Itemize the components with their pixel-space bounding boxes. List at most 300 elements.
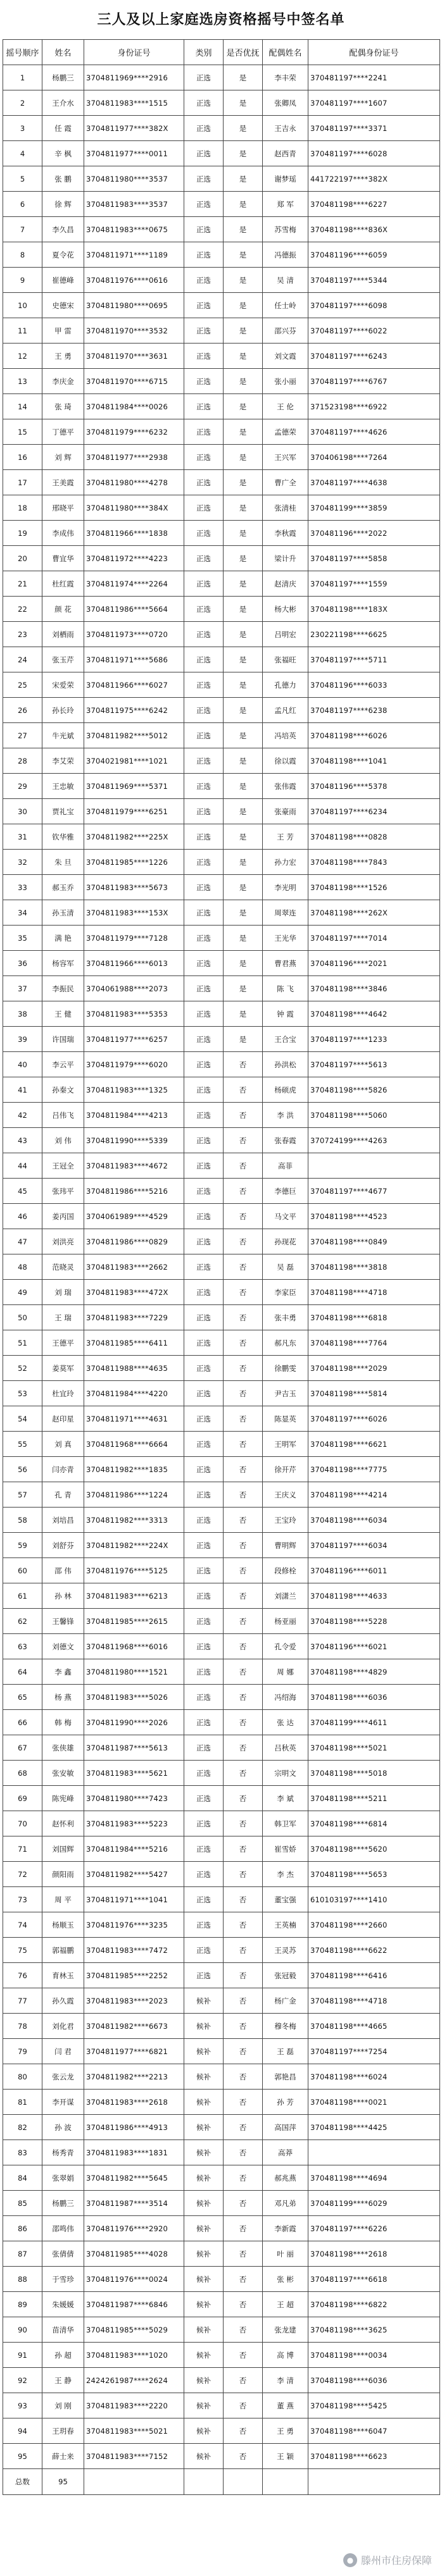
draw-order-cell: 47 — [3, 1229, 42, 1254]
spouse-name-cell: 王英楠 — [263, 1912, 308, 1938]
id-number-cell: 3704811976****3235 — [84, 1912, 184, 1938]
table-row — [3, 268, 440, 293]
draw-order-cell: 85 — [3, 2191, 42, 2216]
name-cell: 赵怀利 — [42, 1811, 84, 1836]
draw-order-cell: 2 — [3, 90, 42, 116]
preferential-cell: 否 — [224, 1761, 263, 1786]
draw-order-cell: 19 — [3, 521, 42, 546]
table-row — [3, 723, 440, 748]
spouse-id-cell: 370481198****6034 — [308, 1508, 440, 1533]
spouse-id-cell: 370481198****5211 — [308, 1786, 440, 1811]
draw-order-cell: 89 — [3, 2292, 42, 2317]
category-cell: 正选 — [184, 419, 224, 445]
id-number-cell: 3704811983****3537 — [84, 192, 184, 217]
spouse-id-cell: 370481198****5228 — [308, 1609, 440, 1634]
table-row — [3, 65, 440, 90]
spouse-name-cell: 郭艳昌 — [263, 2064, 308, 2090]
preferential-cell: 是 — [224, 698, 263, 723]
preferential-cell: 否 — [224, 1786, 263, 1811]
table-row — [3, 1179, 440, 1204]
spouse-name-cell: 杨大彬 — [263, 597, 308, 622]
preferential-cell: 否 — [224, 2292, 263, 2317]
category-cell: 正选 — [184, 1153, 224, 1179]
name-cell: 张安敏 — [42, 1761, 84, 1786]
draw-order-cell: 25 — [3, 672, 42, 698]
spouse-id-cell: 370481198****4718 — [308, 1988, 440, 2014]
table-row — [3, 1381, 440, 1406]
category-cell: 正选 — [184, 1963, 224, 1988]
spouse-name-cell: 曹明辉 — [263, 1533, 308, 1558]
table-row — [3, 824, 440, 850]
table-row — [3, 1963, 440, 1988]
preferential-cell: 是 — [224, 318, 263, 344]
draw-order-cell: 3 — [3, 116, 42, 141]
spouse-name-cell: 王 磊 — [263, 2039, 308, 2064]
name-cell: 杜宜玲 — [42, 1381, 84, 1406]
spouse-id-cell: 370481198****4523 — [308, 1204, 440, 1229]
category-cell: 正选 — [184, 597, 224, 622]
spouse-id-cell: 370481198****6822 — [308, 2292, 440, 2317]
spouse-id-cell: 370481198****4633 — [308, 1583, 440, 1609]
draw-order-cell: 86 — [3, 2216, 42, 2241]
id-number-cell: 3704811979****7128 — [84, 926, 184, 951]
spouse-id-cell: 370481198****0034 — [308, 2343, 440, 2368]
total-row — [3, 2469, 440, 2495]
name-cell: 丁德平 — [42, 419, 84, 445]
name-cell: 王美霞 — [42, 470, 84, 495]
spouse-name-cell: 孙力宏 — [263, 850, 308, 875]
id-number-cell: 3704811980****4278 — [84, 470, 184, 495]
name-cell: 李庆金 — [42, 369, 84, 394]
table-row — [3, 116, 440, 141]
spouse-name-cell: 邓凡弟 — [263, 2191, 308, 2216]
table-row — [3, 2444, 440, 2469]
preferential-cell: 否 — [224, 1912, 263, 1938]
category-cell: 正选 — [184, 1432, 224, 1457]
table-row — [3, 1204, 440, 1229]
spouse-name-cell: 李 清 — [263, 2368, 308, 2393]
spouse-id-cell: 370481198****5425 — [308, 2393, 440, 2418]
draw-order-cell: 40 — [3, 1052, 42, 1077]
spouse-id-cell: 370481198****2660 — [308, 1912, 440, 1938]
name-cell: 刘 刚 — [42, 2393, 84, 2418]
name-cell: 刘栖雨 — [42, 622, 84, 647]
table-row — [3, 2393, 440, 2418]
table-row — [3, 2140, 440, 2165]
draw-order-cell: 90 — [3, 2317, 42, 2343]
table-row — [3, 2090, 440, 2115]
spouse-name-cell: 王 颖 — [263, 2444, 308, 2469]
preferential-cell: 是 — [224, 723, 263, 748]
preferential-cell: 是 — [224, 976, 263, 1001]
table-row — [3, 1685, 440, 1710]
name-cell: 李久昌 — [42, 217, 84, 242]
name-cell: 刘 瑞 — [42, 1280, 84, 1305]
preferential-cell: 否 — [224, 2267, 263, 2292]
table-row — [3, 748, 440, 774]
spouse-id-cell: 370481198****5620 — [308, 1836, 440, 1862]
spouse-name-cell: 张春霞 — [263, 1128, 308, 1153]
spouse-id-cell: 370481196****6059 — [308, 242, 440, 268]
spouse-id-cell: 370481198****6227 — [308, 192, 440, 217]
preferential-cell: 否 — [224, 1482, 263, 1508]
spouse-name-cell: 王明军 — [263, 1432, 308, 1457]
name-cell: 王 健 — [42, 1001, 84, 1027]
table-row — [3, 1001, 440, 1027]
spouse-id-cell: 370481197****1607 — [308, 90, 440, 116]
preferential-cell: 是 — [224, 242, 263, 268]
category-cell: 正选 — [184, 1583, 224, 1609]
category-cell: 正选 — [184, 521, 224, 546]
table-row — [3, 2343, 440, 2368]
spouse-id-cell: 370481197****6238 — [308, 698, 440, 723]
id-number-cell: 3704811986****5216 — [84, 1179, 184, 1204]
draw-order-cell: 92 — [3, 2368, 42, 2393]
draw-order-cell: 49 — [3, 1280, 42, 1305]
name-cell: 王德平 — [42, 1330, 84, 1356]
name-cell: 史德宋 — [42, 293, 84, 318]
draw-order-cell: 5 — [3, 166, 42, 192]
id-number-cell: 3704811970****6715 — [84, 369, 184, 394]
table-row — [3, 926, 440, 951]
table-row — [3, 1077, 440, 1103]
draw-order-cell: 50 — [3, 1305, 42, 1330]
category-cell: 候补 — [184, 2064, 224, 2090]
draw-order-cell: 41 — [3, 1077, 42, 1103]
id-number-cell: 3704811971****4631 — [84, 1406, 184, 1432]
spouse-name-cell: 王兴军 — [263, 445, 308, 470]
id-number-cell: 3704811976****5125 — [84, 1558, 184, 1583]
table-body — [3, 65, 440, 2469]
spouse-id-cell: 370481197****6026 — [308, 1406, 440, 1432]
table-row — [3, 1153, 440, 1179]
name-cell: 钦华雅 — [42, 824, 84, 850]
name-cell: 曹宜华 — [42, 546, 84, 571]
spouse-id-cell: 370481198****7764 — [308, 1330, 440, 1356]
spouse-name-cell: 王吉永 — [263, 116, 308, 141]
id-number-cell: 3704811980****0695 — [84, 293, 184, 318]
table-row — [3, 1761, 440, 1786]
table-row — [3, 1912, 440, 1938]
spouse-name-cell: 张 彬 — [263, 2267, 308, 2292]
spouse-name-cell: 高菲 — [263, 1153, 308, 1179]
category-cell: 候补 — [184, 2418, 224, 2444]
preferential-cell: 是 — [224, 951, 263, 976]
id-number-cell: 3704811987****5613 — [84, 1735, 184, 1761]
category-cell: 正选 — [184, 774, 224, 799]
category-cell: 候补 — [184, 2241, 224, 2267]
name-cell: 王 静 — [42, 2368, 84, 2393]
preferential-cell: 否 — [224, 2014, 263, 2039]
preferential-cell: 否 — [224, 1077, 263, 1103]
name-cell: 张玉芹 — [42, 647, 84, 672]
category-cell: 正选 — [184, 672, 224, 698]
id-number-cell: 3704811977****382X — [84, 116, 184, 141]
spouse-name-cell: 李 斌 — [263, 1786, 308, 1811]
table-row — [3, 1406, 440, 1432]
preferential-cell: 否 — [224, 1330, 263, 1356]
id-number-cell: 3704811987****3514 — [84, 2191, 184, 2216]
id-number-cell: 3704811982****2213 — [84, 2064, 184, 2090]
spouse-name-cell: 孟凡红 — [263, 698, 308, 723]
draw-order-cell: 60 — [3, 1558, 42, 1583]
table-row — [3, 622, 440, 647]
name-cell: 李 鑫 — [42, 1659, 84, 1685]
spouse-name-cell: 郑 军 — [263, 192, 308, 217]
category-cell: 正选 — [184, 1103, 224, 1128]
name-cell: 孙玉清 — [42, 900, 84, 926]
spouse-name-cell: 宗明文 — [263, 1761, 308, 1786]
id-number-cell: 3704811985****5029 — [84, 2317, 184, 2343]
id-number-cell: 3704811983****2662 — [84, 1254, 184, 1280]
name-cell: 闫亦青 — [42, 1457, 84, 1482]
spouse-id-cell: 370481196****2022 — [308, 521, 440, 546]
category-cell: 正选 — [184, 1482, 224, 1508]
preferential-cell: 是 — [224, 597, 263, 622]
id-number-cell: 3704811985****4028 — [84, 2241, 184, 2267]
spouse-name-cell: 冯绍海 — [263, 1685, 308, 1710]
name-cell: 张云龙 — [42, 2064, 84, 2090]
spouse-name-cell: 陈 飞 — [263, 976, 308, 1001]
draw-order-cell: 48 — [3, 1254, 42, 1280]
spouse-name-cell: 叶 丽 — [263, 2241, 308, 2267]
preferential-cell: 是 — [224, 495, 263, 521]
name-cell: 王忠敏 — [42, 774, 84, 799]
category-cell: 正选 — [184, 900, 224, 926]
name-cell: 夏令花 — [42, 242, 84, 268]
draw-order-cell: 16 — [3, 445, 42, 470]
table-row — [3, 1558, 440, 1583]
table-row — [3, 470, 440, 495]
name-cell: 崔德峰 — [42, 268, 84, 293]
spouse-id-cell: 370481198****4665 — [308, 2014, 440, 2039]
spouse-name-cell: 孙洪松 — [263, 1052, 308, 1077]
draw-order-cell: 91 — [3, 2343, 42, 2368]
preferential-cell: 是 — [224, 470, 263, 495]
spouse-name-cell: 王 芳 — [263, 824, 308, 850]
name-cell: 刘培昌 — [42, 1508, 84, 1533]
category-cell: 正选 — [184, 1558, 224, 1583]
preferential-cell: 是 — [224, 90, 263, 116]
id-number-cell: 3704811986****1224 — [84, 1482, 184, 1508]
id-number-cell: 3704811983****153X — [84, 900, 184, 926]
category-cell: 候补 — [184, 2090, 224, 2115]
spouse-id-cell: 370481197****4626 — [308, 419, 440, 445]
spouse-name-cell: 孙现花 — [263, 1229, 308, 1254]
spouse-name-cell: 赵西青 — [263, 141, 308, 166]
preferential-cell: 否 — [224, 2368, 263, 2393]
draw-order-cell: 82 — [3, 2115, 42, 2140]
header-id-number: 身份证号 — [84, 40, 184, 65]
name-cell: 杨秀青 — [42, 2140, 84, 2165]
preferential-cell: 是 — [224, 672, 263, 698]
preferential-cell: 否 — [224, 2393, 263, 2418]
draw-order-cell: 57 — [3, 1482, 42, 1508]
draw-order-cell: 6 — [3, 192, 42, 217]
table-row — [3, 1254, 440, 1280]
draw-order-cell: 78 — [3, 2014, 42, 2039]
spouse-name-cell: 梁计升 — [263, 546, 308, 571]
draw-order-cell: 71 — [3, 1836, 42, 1862]
category-cell: 候补 — [184, 2343, 224, 2368]
draw-order-cell: 33 — [3, 875, 42, 900]
draw-order-cell: 55 — [3, 1432, 42, 1457]
spouse-id-cell: 370481197****5711 — [308, 647, 440, 672]
id-number-cell: 3704811979****6020 — [84, 1052, 184, 1077]
preferential-cell: 是 — [224, 926, 263, 951]
table-row — [3, 597, 440, 622]
spouse-name-cell: 陈显英 — [263, 1406, 308, 1432]
name-cell: 刘国辉 — [42, 1836, 84, 1862]
table-row — [3, 1887, 440, 1912]
draw-order-cell: 77 — [3, 1988, 42, 2014]
header-spouse-name: 配偶姓名 — [263, 40, 308, 65]
spouse-name-cell: 王庆义 — [263, 1482, 308, 1508]
spouse-id-cell: 370481198****6047 — [308, 2418, 440, 2444]
category-cell: 正选 — [184, 369, 224, 394]
name-cell: 孙 波 — [42, 2115, 84, 2140]
spouse-name-cell: 高莽 — [263, 2140, 308, 2165]
spouse-name-cell: 刘文霞 — [263, 344, 308, 369]
name-cell: 张侠雄 — [42, 1735, 84, 1761]
table-row — [3, 1128, 440, 1153]
name-cell: 王馨锋 — [42, 1609, 84, 1634]
preferential-cell: 否 — [224, 1710, 263, 1735]
id-number-cell: 3704811976****0616 — [84, 268, 184, 293]
category-cell: 正选 — [184, 1710, 224, 1735]
spouse-name-cell: 穆冬梅 — [263, 2014, 308, 2039]
preferential-cell: 否 — [224, 1432, 263, 1457]
preferential-cell: 否 — [224, 1988, 263, 2014]
spouse-id-cell: 370481197****4638 — [308, 470, 440, 495]
category-cell: 候补 — [184, 1988, 224, 2014]
category-cell: 正选 — [184, 1912, 224, 1938]
spouse-id-cell: 370481198****0849 — [308, 1229, 440, 1254]
category-cell: 正选 — [184, 1609, 224, 1634]
category-cell: 正选 — [184, 268, 224, 293]
spouse-id-cell: 370481198****4214 — [308, 1482, 440, 1508]
spouse-name-cell: 吕秋英 — [263, 1735, 308, 1761]
spouse-name-cell: 高 博 — [263, 2343, 308, 2368]
draw-order-cell: 45 — [3, 1179, 42, 1204]
category-cell: 正选 — [184, 1330, 224, 1356]
preferential-cell: 否 — [224, 1634, 263, 1659]
spouse-id-cell: 370481198****6024 — [308, 2064, 440, 2090]
table-row — [3, 242, 440, 268]
spouse-name-cell: 王 伦 — [263, 394, 308, 419]
spouse-name-cell: 崔雪娇 — [263, 1836, 308, 1862]
table-row — [3, 1103, 440, 1128]
name-cell: 赵印星 — [42, 1406, 84, 1432]
table-row — [3, 1836, 440, 1862]
spouse-id-cell: 370481198****5814 — [308, 1381, 440, 1406]
table-row — [3, 2292, 440, 2317]
preferential-cell: 否 — [224, 2140, 263, 2165]
table-row — [3, 546, 440, 571]
draw-order-cell: 68 — [3, 1761, 42, 1786]
table-row — [3, 571, 440, 597]
name-cell: 甲 雷 — [42, 318, 84, 344]
preferential-cell: 是 — [224, 622, 263, 647]
table-row — [3, 1811, 440, 1836]
draw-order-cell: 62 — [3, 1609, 42, 1634]
spouse-id-cell: 370481198****4642 — [308, 1001, 440, 1027]
name-cell: 杨顺玉 — [42, 1912, 84, 1938]
header-name: 姓名 — [42, 40, 84, 65]
id-number-cell: 3704811983****1325 — [84, 1077, 184, 1103]
category-cell: 正选 — [184, 1406, 224, 1432]
preferential-cell: 否 — [224, 2444, 263, 2469]
preferential-cell: 否 — [224, 1938, 263, 1963]
preferential-cell: 是 — [224, 192, 263, 217]
preferential-cell: 是 — [224, 900, 263, 926]
spouse-name-cell: 徐鹏雯 — [263, 1356, 308, 1381]
table-row — [3, 698, 440, 723]
preferential-cell: 否 — [224, 1735, 263, 1761]
name-cell: 刘舒芬 — [42, 1533, 84, 1558]
spouse-name-cell: 谢梦瑶 — [263, 166, 308, 192]
draw-order-cell: 18 — [3, 495, 42, 521]
name-cell: 王冠全 — [42, 1153, 84, 1179]
spouse-name-cell: 孙 芳 — [263, 2090, 308, 2115]
spouse-name-cell: 董宝强 — [263, 1887, 308, 1912]
draw-order-cell: 56 — [3, 1457, 42, 1482]
draw-order-cell: 95 — [3, 2444, 42, 2469]
id-number-cell: 3704811985****2615 — [84, 1609, 184, 1634]
name-cell: 刘化君 — [42, 2014, 84, 2039]
draw-order-cell: 75 — [3, 1938, 42, 1963]
spouse-name-cell: 冯培英 — [263, 723, 308, 748]
name-cell: 张 琦 — [42, 394, 84, 419]
table-row — [3, 2039, 440, 2064]
spouse-id-cell: 370481198****1526 — [308, 875, 440, 900]
draw-order-cell: 80 — [3, 2064, 42, 2090]
spouse-id-cell: 370724199****4263 — [308, 1128, 440, 1153]
id-number-cell: 3704811984****5216 — [84, 1836, 184, 1862]
name-cell: 王介水 — [42, 90, 84, 116]
id-number-cell: 3704811990****2026 — [84, 1710, 184, 1735]
table-row — [3, 1508, 440, 1533]
category-cell: 候补 — [184, 2140, 224, 2165]
preferential-cell: 是 — [224, 344, 263, 369]
category-cell: 正选 — [184, 217, 224, 242]
spouse-name-cell: 董 燕 — [263, 2393, 308, 2418]
category-cell: 正选 — [184, 824, 224, 850]
preferential-cell: 是 — [224, 116, 263, 141]
name-cell: 李振民 — [42, 976, 84, 1001]
id-number-cell: 3704811977****0011 — [84, 141, 184, 166]
spouse-id-cell: 370481197****6028 — [308, 141, 440, 166]
spouse-id-cell: 370481196****2021 — [308, 951, 440, 976]
draw-order-cell: 37 — [3, 976, 42, 1001]
name-cell: 刘德文 — [42, 1634, 84, 1659]
preferential-cell: 是 — [224, 647, 263, 672]
category-cell: 正选 — [184, 1685, 224, 1710]
spouse-name-cell: 王 勇 — [263, 2418, 308, 2444]
table-header-row — [3, 40, 440, 65]
spouse-id-cell: 370481197****5858 — [308, 546, 440, 571]
spouse-name-cell: 杨广金 — [263, 1988, 308, 2014]
name-cell: 韩 梅 — [42, 1710, 84, 1735]
preferential-cell: 是 — [224, 217, 263, 242]
category-cell: 候补 — [184, 2115, 224, 2140]
preferential-cell: 是 — [224, 1027, 263, 1052]
id-number-cell: 3704811982****6673 — [84, 2014, 184, 2039]
spouse-id-cell: 370481198****4829 — [308, 1659, 440, 1685]
name-cell: 孙 超 — [42, 2343, 84, 2368]
draw-order-cell: 34 — [3, 900, 42, 926]
id-number-cell: 3704811974****2264 — [84, 571, 184, 597]
